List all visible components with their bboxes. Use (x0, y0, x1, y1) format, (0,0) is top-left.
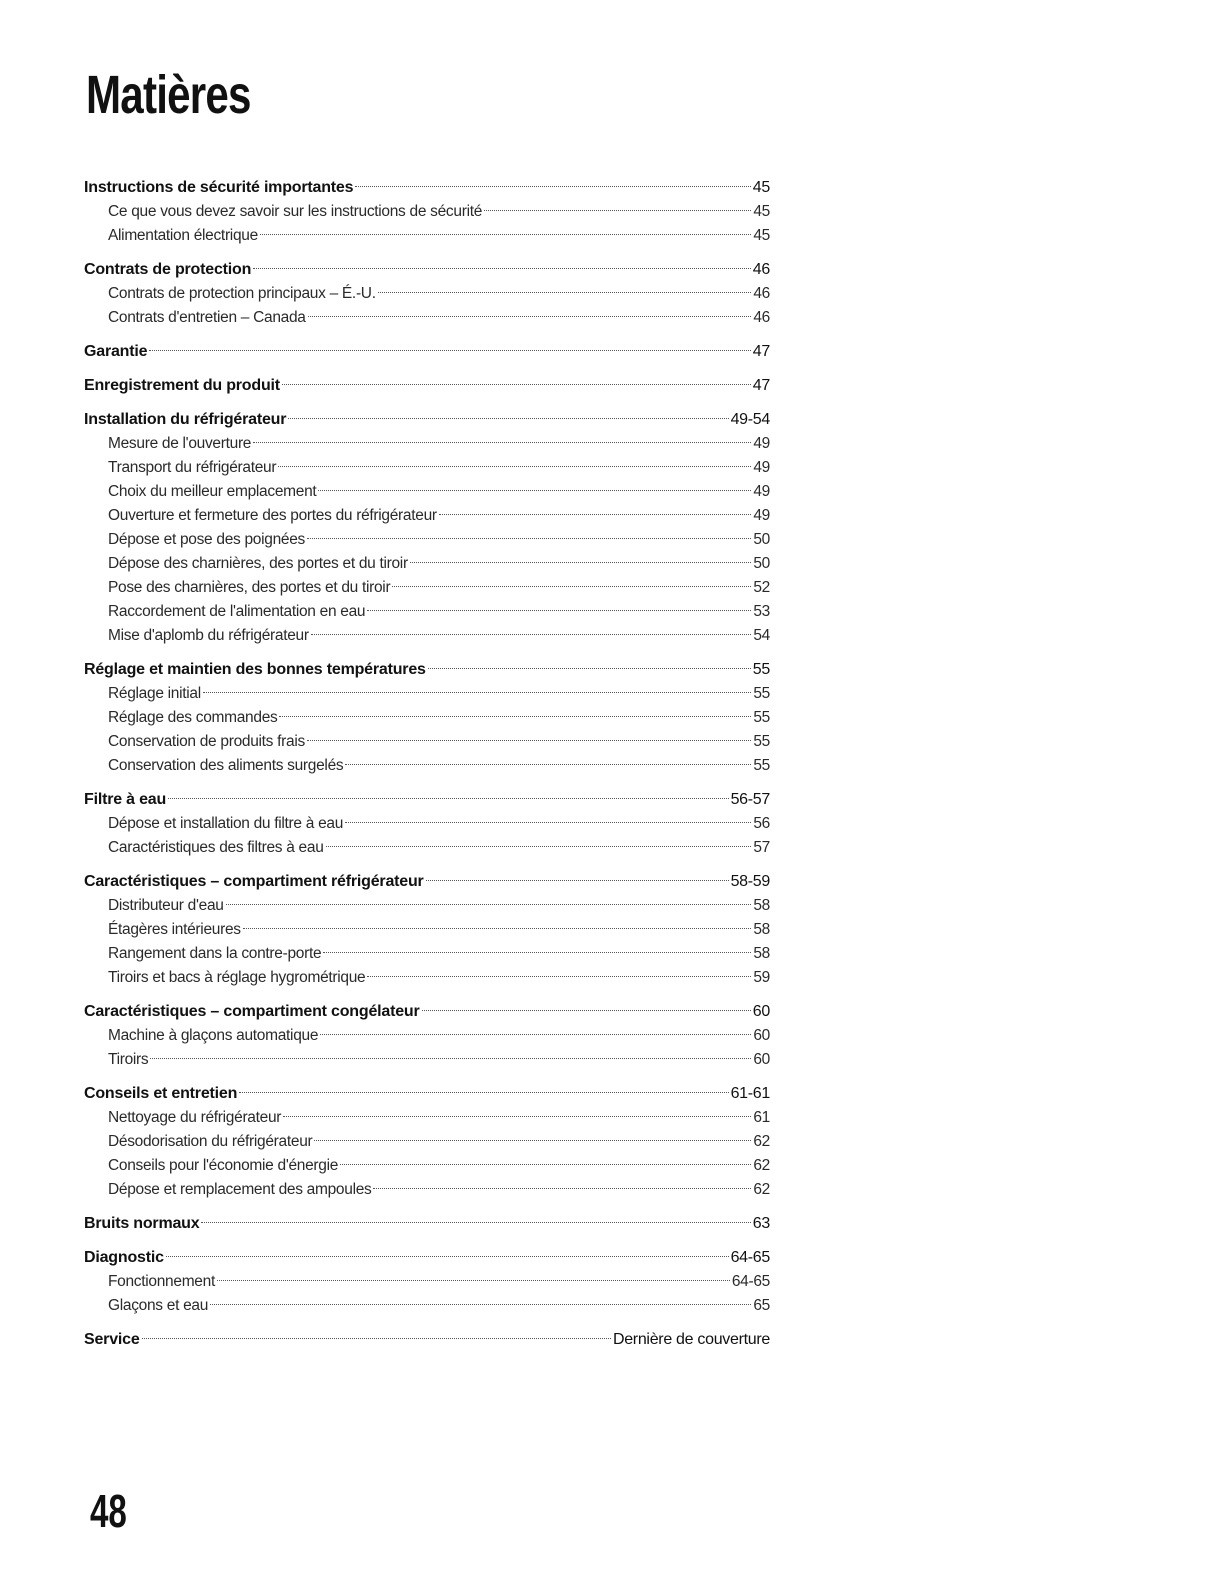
dot-leader (288, 418, 728, 419)
toc-item-label: Raccordement de l'alimentation en eau (108, 603, 366, 620)
dot-leader (307, 740, 751, 741)
toc-item (84, 942, 770, 966)
toc-item-page: 59 (753, 969, 770, 986)
toc-item-label: Mesure de l'ouverture (108, 435, 252, 452)
toc-item-label: Conservation des aliments surgelés (108, 757, 344, 774)
dot-leader (367, 976, 751, 977)
dot-leader (367, 610, 751, 611)
dot-leader (149, 350, 750, 351)
toc-section (84, 1212, 770, 1236)
toc-item (84, 966, 770, 990)
toc-item (84, 480, 770, 504)
toc-item-page: 62 (753, 1181, 770, 1198)
toc-item-page: 56 (753, 815, 770, 832)
toc-section-title-page: 49-54 (730, 411, 770, 428)
toc-item-page: 54 (753, 627, 770, 644)
toc-item-page: 62 (753, 1157, 770, 1174)
toc-item (84, 528, 770, 552)
toc-section (84, 176, 770, 248)
toc-item-page: 55 (753, 757, 770, 774)
toc-section (84, 1000, 770, 1072)
toc-item-page: 61 (753, 1109, 770, 1126)
toc-section-title-label: Contrats de protection (84, 261, 252, 278)
dot-leader (355, 186, 750, 187)
toc-item (84, 730, 770, 754)
toc-item (84, 918, 770, 942)
dot-leader (142, 1338, 611, 1339)
toc-section-title-label: Réglage et maintien des bonnes températures (84, 661, 426, 678)
dot-leader (203, 692, 751, 693)
toc-item (84, 200, 770, 224)
dot-leader (410, 562, 752, 563)
toc-section-title (84, 374, 770, 398)
toc-item-label: Pose des charnières, des portes et du tiroir (108, 579, 391, 596)
toc-item-label: Ouverture et fermeture des portes du réfrigérateur (108, 507, 437, 524)
toc-item (84, 894, 770, 918)
toc-item-label: Désodorisation du réfrigérateur (108, 1133, 313, 1150)
toc-item-page: 58 (753, 897, 770, 914)
toc-section (84, 1246, 770, 1318)
page-title: Matières (86, 65, 251, 125)
toc-item (84, 1178, 770, 1202)
toc-item-label: Conservation de produits frais (108, 733, 305, 750)
toc-section (84, 408, 770, 648)
toc-item (84, 456, 770, 480)
toc-item-page: 46 (753, 285, 770, 302)
toc-item-label: Dépose et remplacement des ampoules (108, 1181, 372, 1198)
dot-leader (340, 1164, 751, 1165)
toc-item-label: Caractéristiques des filtres à eau (108, 839, 324, 856)
toc-section (84, 1328, 770, 1352)
dot-leader (439, 514, 752, 515)
toc-item (84, 624, 770, 648)
toc-item-label: Tiroirs et bacs à réglage hygrométrique (108, 969, 366, 986)
toc-item (84, 600, 770, 624)
dot-leader (323, 952, 751, 953)
page-number: 48 (90, 1485, 127, 1537)
toc-section-title-page: Dernière de couverture (612, 1331, 770, 1348)
dot-leader (282, 384, 751, 385)
dot-leader (311, 634, 752, 635)
dot-leader (279, 716, 751, 717)
toc-section (84, 658, 770, 778)
toc-item-label: Machine à glaçons automatique (108, 1027, 319, 1044)
toc-section-title (84, 340, 770, 364)
toc-section-title-label: Instructions de sécurité importantes (84, 179, 354, 196)
toc-section-title-page: 45 (752, 179, 770, 196)
toc-section-title-label: Service (84, 1331, 140, 1348)
toc-item-page: 64-65 (731, 1273, 770, 1290)
toc-section-title (84, 1328, 770, 1352)
dot-leader (326, 846, 752, 847)
toc-item-label: Ce que vous devez savoir sur les instructions de sécurité (108, 203, 483, 220)
toc-item-label: Mise d'aplomb du réfrigérateur (108, 627, 309, 644)
toc-item-page: 65 (753, 1297, 770, 1314)
dot-leader (243, 928, 752, 929)
toc-item-page: 49 (753, 483, 770, 500)
dot-leader (314, 1140, 751, 1141)
toc-item (84, 1270, 770, 1294)
dot-leader (308, 316, 752, 317)
toc-section-title-page: 61-61 (730, 1085, 770, 1102)
toc-item-label: Tiroirs (108, 1051, 149, 1068)
toc-section-title-page: 58-59 (730, 873, 770, 890)
toc-section-title-label: Diagnostic (84, 1249, 164, 1266)
toc-item-label: Dépose et installation du filtre à eau (108, 815, 344, 832)
toc-item-label: Transport du réfrigérateur (108, 459, 277, 476)
dot-leader (217, 1280, 730, 1281)
toc-item (84, 1048, 770, 1072)
toc-item (84, 224, 770, 248)
toc-section-title-page: 64-65 (730, 1249, 770, 1266)
toc-item (84, 706, 770, 730)
toc-section-title-label: Caractéristiques – compartiment réfrigérateur (84, 873, 424, 890)
toc-item-page: 46 (753, 309, 770, 326)
dot-leader (320, 1034, 751, 1035)
toc-section-title (84, 870, 770, 894)
toc-item-page: 53 (753, 603, 770, 620)
toc-item (84, 504, 770, 528)
toc-item-page: 55 (753, 685, 770, 702)
toc-section-title-page: 47 (752, 343, 770, 360)
toc-item (84, 1154, 770, 1178)
toc-item (84, 1024, 770, 1048)
toc-section-title-page: 55 (752, 661, 770, 678)
toc-item-label: Conseils pour l'économie d'énergie (108, 1157, 339, 1174)
toc-item (84, 576, 770, 600)
toc-item (84, 552, 770, 576)
toc-section (84, 1082, 770, 1202)
toc-item (84, 812, 770, 836)
toc-section-title (84, 1000, 770, 1024)
toc-item (84, 306, 770, 330)
toc-section-title-page: 47 (752, 377, 770, 394)
toc-section-title (84, 658, 770, 682)
toc-item-page: 45 (753, 227, 770, 244)
toc-item-page: 55 (753, 733, 770, 750)
toc-section (84, 788, 770, 860)
toc-section-title-label: Filtre à eau (84, 791, 167, 808)
toc-item-label: Contrats de protection principaux – É.-U. (108, 285, 376, 302)
dot-leader (168, 798, 728, 799)
toc-item-page: 62 (753, 1133, 770, 1150)
toc-section (84, 340, 770, 364)
toc-item-label: Glaçons et eau (108, 1297, 209, 1314)
toc-item-page: 45 (753, 203, 770, 220)
toc-item-label: Fonctionnement (108, 1273, 215, 1290)
toc-item-label: Distributeur d'eau (108, 897, 224, 914)
dot-leader (260, 234, 751, 235)
toc-item-label: Choix du meilleur emplacement (108, 483, 317, 500)
toc-section-title-label: Garantie (84, 343, 148, 360)
toc-item (84, 282, 770, 306)
dot-leader (278, 466, 751, 467)
toc-item-label: Nettoyage du réfrigérateur (108, 1109, 282, 1126)
dot-leader (239, 1092, 728, 1093)
toc-section (84, 258, 770, 330)
dot-leader (166, 1256, 729, 1257)
toc-item-page: 60 (753, 1027, 770, 1044)
toc-item (84, 682, 770, 706)
toc-section (84, 870, 770, 990)
dot-leader (150, 1058, 751, 1059)
toc-section-title (84, 258, 770, 282)
toc-item-label: Dépose et pose des poignées (108, 531, 305, 548)
toc-item (84, 1294, 770, 1318)
dot-leader (484, 210, 751, 211)
toc-item-page: 52 (753, 579, 770, 596)
toc-item-label: Rangement dans la contre-porte (108, 945, 322, 962)
toc-item-label: Étagères intérieures (108, 921, 241, 938)
toc-section-title-label: Enregistrement du produit (84, 377, 280, 394)
table-of-contents (84, 176, 770, 1362)
dot-leader (318, 490, 751, 491)
toc-item (84, 1130, 770, 1154)
toc-item-label: Contrats d'entretien – Canada (108, 309, 306, 326)
dot-leader (428, 668, 751, 669)
dot-leader (253, 442, 751, 443)
toc-item-page: 49 (753, 507, 770, 524)
toc-item-label: Réglage initial (108, 685, 201, 702)
dot-leader (283, 1116, 751, 1117)
toc-section-title-label: Caractéristiques – compartiment congélateur (84, 1003, 420, 1020)
dot-leader (307, 538, 751, 539)
toc-section-title (84, 1212, 770, 1236)
dot-leader (210, 1304, 751, 1305)
toc-item-page: 58 (753, 921, 770, 938)
toc-section-title (84, 1082, 770, 1106)
toc-item-page: 57 (753, 839, 770, 856)
toc-item-page: 49 (753, 459, 770, 476)
toc-item (84, 432, 770, 456)
toc-item-page: 50 (753, 555, 770, 572)
toc-section (84, 374, 770, 398)
toc-section-title (84, 176, 770, 200)
toc-section-title-page: 56-57 (730, 791, 770, 808)
toc-item-label: Réglage des commandes (108, 709, 278, 726)
dot-leader (226, 904, 752, 905)
toc-section-title-page: 63 (752, 1215, 770, 1232)
dot-leader (426, 880, 729, 881)
toc-section-title-page: 46 (752, 261, 770, 278)
toc-section-title-page: 60 (752, 1003, 770, 1020)
dot-leader (392, 586, 751, 587)
toc-section-title-label: Conseils et entretien (84, 1085, 238, 1102)
toc-item (84, 1106, 770, 1130)
toc-item-page: 55 (753, 709, 770, 726)
toc-item-page: 60 (753, 1051, 770, 1068)
toc-item-page: 58 (753, 945, 770, 962)
dot-leader (422, 1010, 751, 1011)
toc-item (84, 836, 770, 860)
toc-item-page: 49 (753, 435, 770, 452)
dot-leader (253, 268, 751, 269)
toc-section-title (84, 788, 770, 812)
toc-item (84, 754, 770, 778)
toc-section-title-label: Bruits normaux (84, 1215, 200, 1232)
toc-item-label: Dépose des charnières, des portes et du tiroir (108, 555, 408, 572)
toc-item-label: Alimentation électrique (108, 227, 258, 244)
dot-leader (373, 1188, 751, 1189)
toc-section-title (84, 1246, 770, 1270)
dot-leader (345, 822, 751, 823)
dot-leader (345, 764, 751, 765)
dot-leader (201, 1222, 750, 1223)
toc-section-title-label: Installation du réfrigérateur (84, 411, 287, 428)
toc-item-page: 50 (753, 531, 770, 548)
toc-section-title (84, 408, 770, 432)
dot-leader (378, 292, 752, 293)
